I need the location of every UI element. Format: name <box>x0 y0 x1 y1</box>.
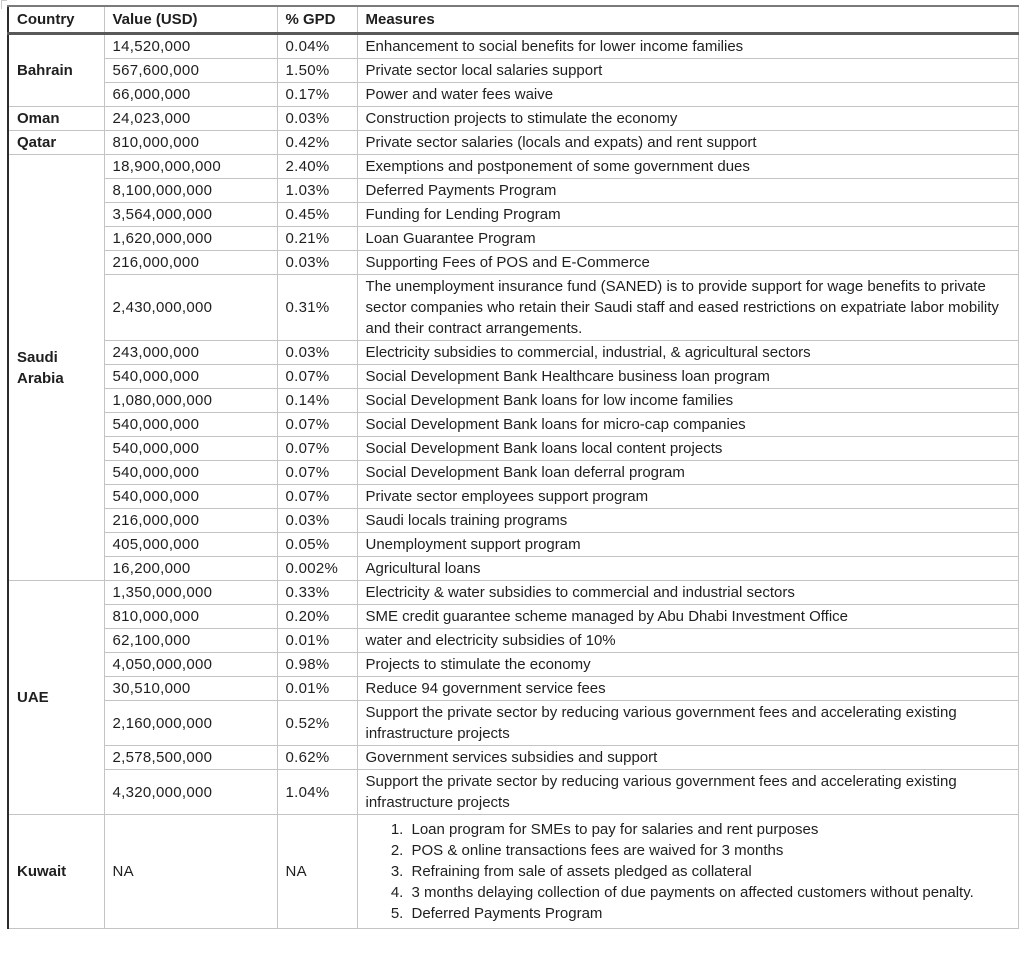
table-row <box>8 34 1019 59</box>
table-row <box>8 389 1019 413</box>
table-row <box>8 131 1019 155</box>
table-row <box>8 437 1019 461</box>
table-row <box>8 485 1019 509</box>
value-usd-cell: 2,578,500,000 <box>104 746 277 770</box>
value-usd-cell: 810,000,000 <box>104 131 277 155</box>
measure-cell: Private sector employees support program <box>357 485 1019 509</box>
table-row <box>8 59 1019 83</box>
value-usd-cell: 8,100,000,000 <box>104 179 277 203</box>
value-usd-cell: 14,520,000 <box>104 34 277 59</box>
column-header-value-usd: Value (USD) <box>104 6 277 34</box>
gpd-percent-cell: 0.33% <box>277 581 357 605</box>
measure-list-item: 2. POS & online transactions fees are waived for 3 months <box>408 840 1013 861</box>
measure-cell: Projects to stimulate the economy <box>357 653 1019 677</box>
gpd-percent-cell: 1.03% <box>277 179 357 203</box>
gpd-percent-cell: 0.21% <box>277 227 357 251</box>
measure-cell: Deferred Payments Program <box>357 179 1019 203</box>
value-usd-cell: 16,200,000 <box>104 557 277 581</box>
table-row <box>8 365 1019 389</box>
measure-cell: Social Development Bank loans for micro-cap companies <box>357 413 1019 437</box>
value-usd-cell: 243,000,000 <box>104 341 277 365</box>
value-usd-cell: 1,350,000,000 <box>104 581 277 605</box>
country-cell: Saudi Arabia <box>8 155 104 581</box>
table-row <box>8 155 1019 179</box>
table-body <box>8 34 1019 929</box>
table-row <box>8 533 1019 557</box>
country-cell: Bahrain <box>8 34 104 107</box>
value-usd-cell: 2,160,000,000 <box>104 701 277 746</box>
country-cell: Oman <box>8 107 104 131</box>
measure-cell: Supporting Fees of POS and E-Commerce <box>357 251 1019 275</box>
table-row <box>8 677 1019 701</box>
value-usd-cell: 1,080,000,000 <box>104 389 277 413</box>
gpd-percent-cell: 0.07% <box>277 365 357 389</box>
value-usd-cell: 30,510,000 <box>104 677 277 701</box>
gpd-percent-cell: 0.07% <box>277 461 357 485</box>
value-usd-cell: 18,900,000,000 <box>104 155 277 179</box>
table-header-row <box>8 6 1019 34</box>
value-usd-cell: 216,000,000 <box>104 251 277 275</box>
table-row <box>8 653 1019 677</box>
gpd-percent-cell: 0.17% <box>277 83 357 107</box>
table-row <box>8 746 1019 770</box>
table-row <box>8 203 1019 227</box>
table-row <box>8 107 1019 131</box>
value-usd-cell: 3,564,000,000 <box>104 203 277 227</box>
gpd-percent-cell: 0.31% <box>277 275 357 341</box>
measure-cell: Saudi locals training programs <box>357 509 1019 533</box>
country-cell: Qatar <box>8 131 104 155</box>
measure-cell: Power and water fees waive <box>357 83 1019 107</box>
gpd-percent-cell: 0.01% <box>277 629 357 653</box>
table-row <box>8 581 1019 605</box>
gpd-percent-cell: 1.50% <box>277 59 357 83</box>
measure-list-item: 4. 3 months delaying collection of due payments on affected customers without penalty. <box>408 882 1013 903</box>
measure-cell: Funding for Lending Program <box>357 203 1019 227</box>
column-header-measures: Measures <box>357 6 1019 34</box>
gpd-percent-cell: 0.62% <box>277 746 357 770</box>
measure-cell: Support the private sector by reducing various government fees and accelerating existing infrastructure projects <box>357 701 1019 746</box>
table-row <box>8 509 1019 533</box>
gpd-percent-cell: 0.20% <box>277 605 357 629</box>
gpd-percent-cell: 0.07% <box>277 437 357 461</box>
table-row <box>8 83 1019 107</box>
table-row <box>8 275 1019 341</box>
gpd-percent-cell: 0.03% <box>277 341 357 365</box>
measure-cell: Private sector local salaries support <box>357 59 1019 83</box>
gpd-percent-cell: 1.04% <box>277 770 357 815</box>
table-row <box>8 815 1019 929</box>
gpd-percent-cell: 0.52% <box>277 701 357 746</box>
gpd-percent-cell: 0.07% <box>277 485 357 509</box>
document-sheet <box>7 5 1020 929</box>
gpd-percent-cell: 2.40% <box>277 155 357 179</box>
measure-cell: water and electricity subsidies of 10% <box>357 629 1019 653</box>
gpd-percent-cell: 0.14% <box>277 389 357 413</box>
value-usd-cell: 24,023,000 <box>104 107 277 131</box>
gpd-percent-cell: 0.01% <box>277 677 357 701</box>
value-usd-cell: 540,000,000 <box>104 461 277 485</box>
table-row <box>8 605 1019 629</box>
table-row <box>8 341 1019 365</box>
measure-list-item: 1. Loan program for SMEs to pay for salaries and rent purposes <box>408 819 1013 840</box>
measure-list-item: 5. Deferred Payments Program <box>408 903 1013 924</box>
value-usd-cell: 540,000,000 <box>104 437 277 461</box>
value-usd-cell: 4,050,000,000 <box>104 653 277 677</box>
table-row <box>8 557 1019 581</box>
measure-cell <box>357 815 1019 929</box>
table-row <box>8 770 1019 815</box>
measure-cell: Agricultural loans <box>357 557 1019 581</box>
gpd-percent-cell: 0.03% <box>277 251 357 275</box>
measure-cell: Loan Guarantee Program <box>357 227 1019 251</box>
measure-cell: Enhancement to social benefits for lower income families <box>357 34 1019 59</box>
column-header-country: Country <box>8 6 104 34</box>
measure-cell: The unemployment insurance fund (SANED) is to provide support for wage benefits to private sector companies who retain their Saudi staff and eased restrictions on expatriate labor mobility and their contract arrangements. <box>357 275 1019 341</box>
gpd-percent-cell: 0.002% <box>277 557 357 581</box>
value-usd-cell: 62,100,000 <box>104 629 277 653</box>
value-usd-cell: 540,000,000 <box>104 413 277 437</box>
measure-cell: Reduce 94 government service fees <box>357 677 1019 701</box>
measure-cell: Social Development Bank Healthcare business loan program <box>357 365 1019 389</box>
measure-cell: Unemployment support program <box>357 533 1019 557</box>
measure-cell: Social Development Bank loans for low income families <box>357 389 1019 413</box>
gpd-percent-cell: 0.03% <box>277 107 357 131</box>
value-usd-cell: 540,000,000 <box>104 485 277 509</box>
column-header-gpd-percent: % GPD <box>277 6 357 34</box>
gpd-percent-cell: 0.45% <box>277 203 357 227</box>
value-usd-cell: NA <box>104 815 277 929</box>
value-usd-cell: 216,000,000 <box>104 509 277 533</box>
gpd-percent-cell: 0.98% <box>277 653 357 677</box>
measure-list <box>366 819 1013 924</box>
measure-cell: Electricity & water subsidies to commercial and industrial sectors <box>357 581 1019 605</box>
value-usd-cell: 540,000,000 <box>104 365 277 389</box>
table-row <box>8 179 1019 203</box>
country-cell: Kuwait <box>8 815 104 929</box>
gpd-percent-cell: 0.04% <box>277 34 357 59</box>
measure-cell: Government services subsidies and support <box>357 746 1019 770</box>
measure-cell: Social Development Bank loans local content projects <box>357 437 1019 461</box>
gcc-stimulus-measures-table <box>7 5 1019 929</box>
value-usd-cell: 66,000,000 <box>104 83 277 107</box>
gpd-percent-cell: 0.42% <box>277 131 357 155</box>
table-row <box>8 227 1019 251</box>
gpd-percent-cell: NA <box>277 815 357 929</box>
measure-cell: Support the private sector by reducing various government fees and accelerating existing infrastructure projects <box>357 770 1019 815</box>
value-usd-cell: 567,600,000 <box>104 59 277 83</box>
measure-cell: Social Development Bank loan deferral program <box>357 461 1019 485</box>
value-usd-cell: 1,620,000,000 <box>104 227 277 251</box>
value-usd-cell: 405,000,000 <box>104 533 277 557</box>
table-row <box>8 701 1019 746</box>
gpd-percent-cell: 0.05% <box>277 533 357 557</box>
measure-list-item: 3. Refraining from sale of assets pledged as collateral <box>408 861 1013 882</box>
gpd-percent-cell: 0.07% <box>277 413 357 437</box>
gpd-percent-cell: 0.03% <box>277 509 357 533</box>
measure-cell: SME credit guarantee scheme managed by Abu Dhabi Investment Office <box>357 605 1019 629</box>
table-row <box>8 629 1019 653</box>
measure-cell: Private sector salaries (locals and expats) and rent support <box>357 131 1019 155</box>
country-cell: UAE <box>8 581 104 815</box>
measure-cell: Electricity subsidies to commercial, industrial, & agricultural sectors <box>357 341 1019 365</box>
table-row <box>8 461 1019 485</box>
table-row <box>8 413 1019 437</box>
value-usd-cell: 4,320,000,000 <box>104 770 277 815</box>
value-usd-cell: 2,430,000,000 <box>104 275 277 341</box>
table-row <box>8 251 1019 275</box>
measure-cell: Exemptions and postponement of some government dues <box>357 155 1019 179</box>
value-usd-cell: 810,000,000 <box>104 605 277 629</box>
measure-cell: Construction projects to stimulate the economy <box>357 107 1019 131</box>
